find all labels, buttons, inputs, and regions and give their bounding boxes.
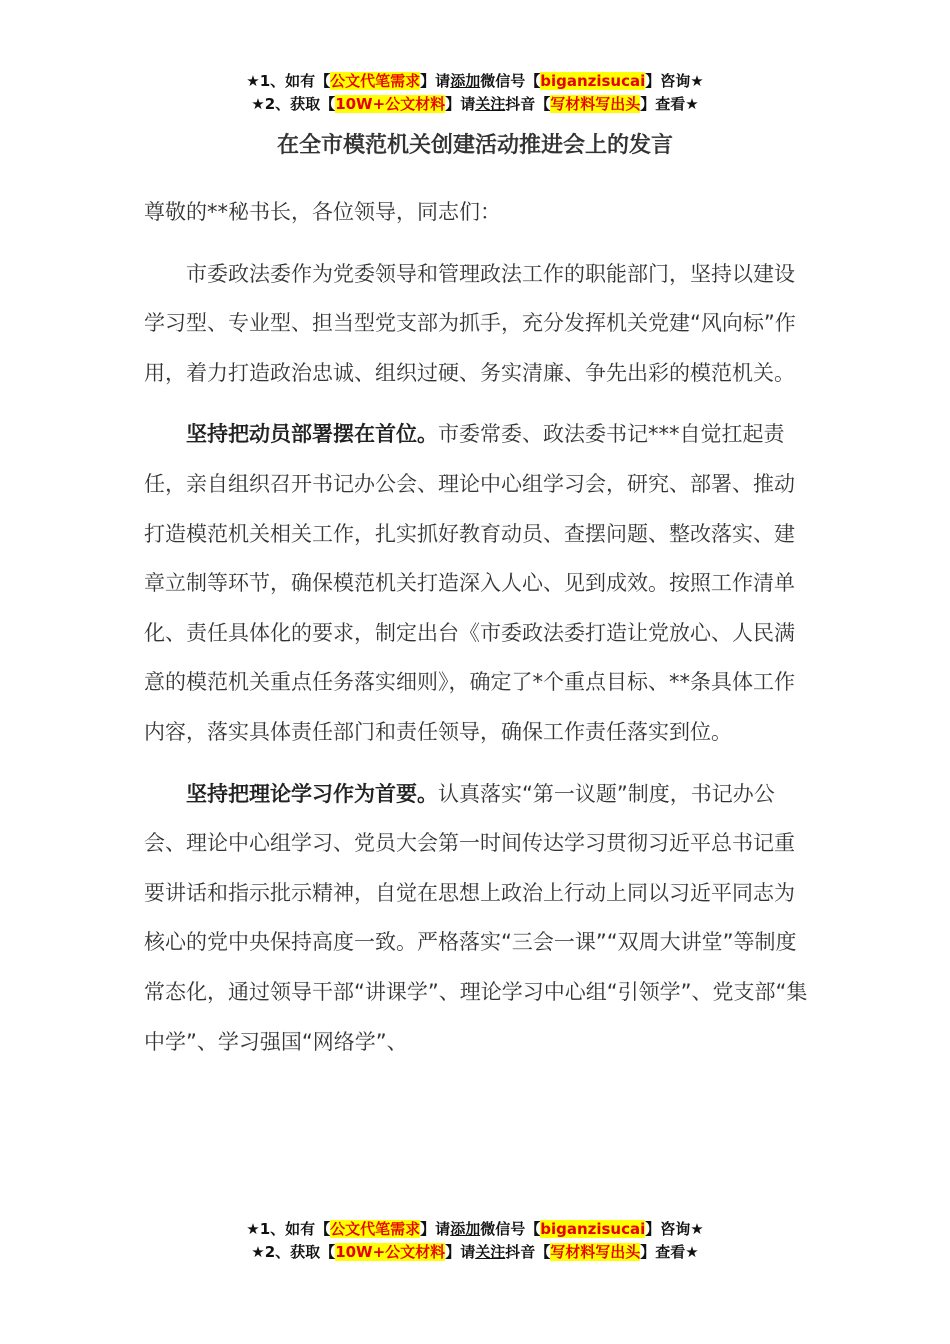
ad-highlight: 写材料写出头 (550, 1243, 641, 1261)
intro-paragraph: 市委政法委作为党委领导和管理政法工作的职能部门，坚持以建设学习型、专业型、担当型党支部为抓手，充分发挥机关党建“风向标”作用，着力打造政治忠诚、组织过硬、务实清廉、争先出彩的模范机关。 (144, 261, 796, 385)
ad-highlight: 公文代笔需求 (330, 72, 421, 90)
ad-line-1 (0, 70, 950, 93)
ad-highlight: 写材料写出头 (550, 95, 641, 113)
ad-text: 】请 (420, 72, 451, 90)
ad-highlight: 公文代笔需求 (330, 1220, 421, 1238)
ad-line-2 (0, 93, 950, 116)
ad-text: 】查看★ (640, 1243, 699, 1261)
document-title: 在全市模范机关创建活动推进会上的发言 (276, 133, 673, 158)
ad-text: ★2、获取【 (251, 1243, 336, 1261)
ad-text: ★2、获取【 (251, 95, 336, 113)
section-2-heading: 坚持把理论学习作为首要。 (186, 781, 438, 806)
ad-underline-text: 关注 (475, 1243, 506, 1261)
ad-highlight: biganzisucai (540, 72, 646, 90)
ad-underline-text: 添加 (450, 1220, 481, 1238)
ad-text: 】请 (445, 1243, 476, 1261)
ad-text: 抖音【 (505, 95, 551, 113)
ad-line-2 (0, 1241, 950, 1264)
ad-highlight: biganzisucai (540, 1220, 646, 1238)
document-body (144, 188, 812, 1079)
ad-banner-bottom (0, 1218, 950, 1264)
ad-highlight: 10W+公文材料 (335, 95, 446, 113)
ad-text: 】请 (420, 1220, 451, 1238)
ad-text: 】查看★ (640, 95, 699, 113)
ad-text: 抖音【 (505, 1243, 551, 1261)
ad-highlight: 10W+公文材料 (335, 1243, 446, 1261)
ad-text: 】咨询★ (645, 72, 704, 90)
ad-text: 】咨询★ (645, 1220, 704, 1238)
ad-line-1 (0, 1218, 950, 1241)
ad-banner-top (0, 70, 950, 116)
ad-text: 】请 (445, 95, 476, 113)
ad-text: ★1、如有【 (246, 72, 331, 90)
greeting: 尊敬的**秘书长，各位领导，同志们： (144, 200, 501, 224)
section-2-paragraph (144, 770, 812, 1068)
ad-text: 微信号【 (480, 72, 541, 90)
ad-underline-text: 添加 (450, 72, 481, 90)
section-1-paragraph (144, 410, 812, 757)
section-2-body: 认真落实“第一议题”制度，书记办公会、理论中心组学习、党员大会第一时间传达学习贯彻习近平总书记重要讲话和指示批示精神，自觉在思想上政治上行动上同以习近平同志为核心的党中央保持高度一致。严格落实“三会一课”“双周大讲堂”等制度常态化，通过领导干部“讲课学”、理论学习中心组“引领学”、党支部“集中学”、学习强国“网络学”、 (144, 781, 808, 1054)
ad-text: ★1、如有【 (246, 1220, 331, 1238)
section-1-body: 市委常委、政法委书记***自觉扛起责任，亲自组织召开书记办公会、理论中心组学习会，研究、部署、推动打造模范机关相关工作，扎实抓好教育动员、查摆问题、整改落实、建章立制等环节，确保模范机关打造深入人心、见到成效。按照工作清单化、责任具体化的要求，制定出台《市委政法委打造让党放心、人民满意的模范机关重点任务落实细则》，确定了*个重点目标、**条具体工作内容，落实具体责任部门和责任领导，确保工作责任落实到位。 (144, 422, 795, 744)
ad-underline-text: 关注 (475, 95, 506, 113)
section-1-heading: 坚持把动员部署摆在首位。 (186, 422, 438, 447)
ad-text: 微信号【 (480, 1220, 541, 1238)
